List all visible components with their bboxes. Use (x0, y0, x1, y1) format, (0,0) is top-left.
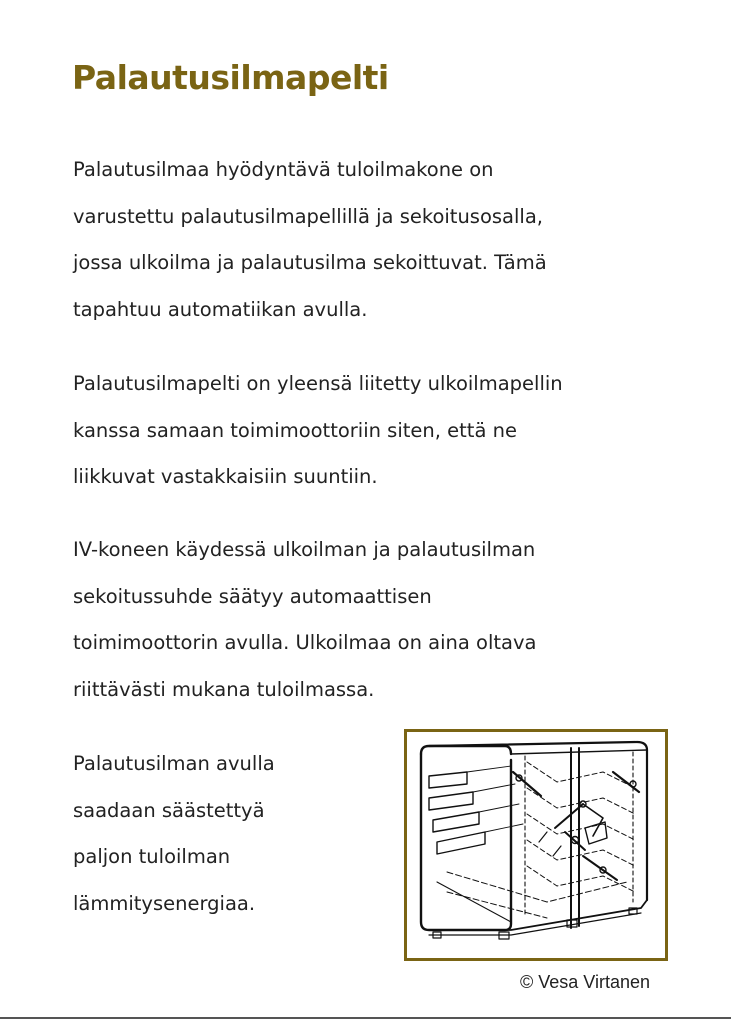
paragraph-line: sekoitussuhde säätyy automaattisen (73, 584, 432, 608)
paragraph-mixing-ratio (73, 527, 536, 713)
paragraph-line: tapahtuu automatiikan avulla. (73, 297, 368, 321)
paragraph-energy-saving (73, 741, 275, 927)
paragraph-line: IV-koneen käydessä ulkoilman ja palautusilman (73, 538, 536, 561)
paragraph-linkage (73, 361, 563, 501)
paragraph-line: Palautusilman avulla (73, 752, 275, 775)
figure-frame (404, 729, 668, 961)
paragraph-line: kanssa samaan toimimoottoriin siten, että ne (73, 418, 517, 442)
paragraph-line: Palautusilmaa hyödyntävä tuloilmakone on (73, 158, 494, 181)
paragraph-line: toimimoottorin avulla. Ulkoilmaa on aina oltava (73, 631, 537, 654)
photo-credit: © Vesa Virtanen (520, 972, 651, 992)
paragraph-line: saadaan säästettyä (73, 798, 265, 822)
paragraph-line: Palautusilmapelti on yleensä liitetty ulkoilmapellin (73, 372, 563, 395)
paragraph-line: paljon tuloilman (73, 845, 231, 868)
paragraph-line: jossa ulkoilma ja palautusilma sekoittuvat. Tämä (73, 251, 547, 274)
paragraph-intro (73, 147, 547, 333)
paragraph-line: lämmitysenergiaa. (73, 891, 256, 915)
paragraph-line: varustettu palautusilmapellillä ja sekoitusosalla, (73, 204, 543, 228)
page-title: Palautusilmapelti (72, 58, 389, 97)
paragraph-line: riittävästi mukana tuloilmassa. (73, 677, 375, 701)
bottom-divider (0, 1017, 731, 1019)
paragraph-line: liikkuvat vastakkaisiin suuntiin. (73, 465, 378, 488)
damper-mixing-box-illustration (407, 732, 665, 958)
